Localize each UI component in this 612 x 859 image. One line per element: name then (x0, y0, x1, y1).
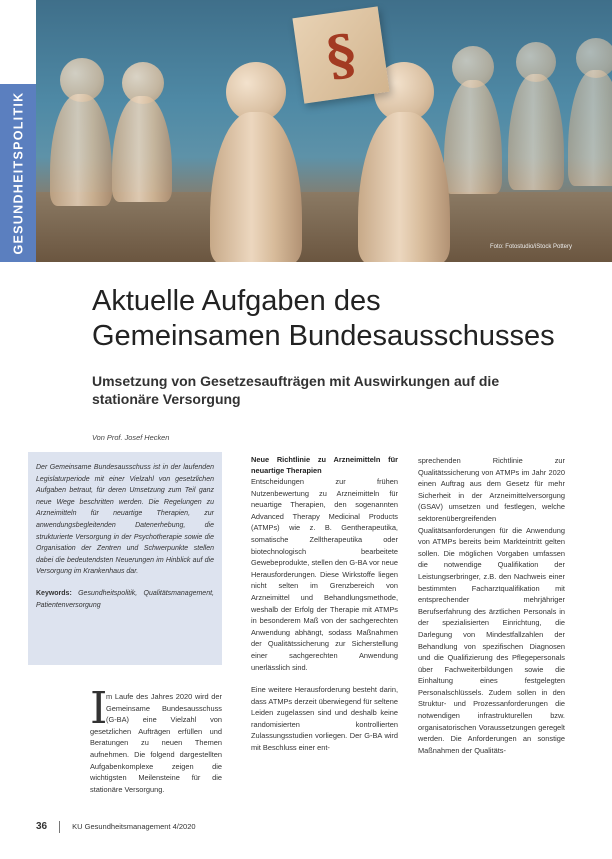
journal-name: KU Gesundheitsmanagement 4/2020 (72, 822, 196, 831)
footer-divider (59, 821, 60, 833)
pawn-figure (46, 58, 116, 208)
section-tab-label: GESUNDHEITSPOLITIK (11, 91, 25, 255)
body-column-2 (251, 455, 398, 754)
pawn-figure (504, 42, 568, 192)
pawn-figure (108, 62, 176, 202)
intro-paragraph (90, 683, 222, 795)
abstract-box (28, 452, 222, 665)
image-credit: Foto: Fotostudio/iStock Pottery (489, 244, 572, 250)
page-footer (36, 821, 196, 833)
body-paragraph: Entscheidungen zur frühen Nutzenbewertung zu Arzneimitteln für neuartige Therapien, den sogenannten Advanced Therapy Medicinal Products (ATMPs) wie z. B. Gentherapeutika, somatische Zelltherapeutika oder biotechnologisch bearbeitete Gewebeprodukte, stellen den G-BA vor neue Herausforderungen. Diese Wirkstoffe liegen nicht selten im Grenzbereich von Arzneimittel und Behandlungsmethode, weshalb der Erfolg der Therapie mit ATMPs in besonderem Maß von der sachgerechten Anwendung abhängt, sodass Maßnahmen der Qualitätssicherung zur Sicherstellung einer sachgerechten Anwendung unerlässlich sind. (251, 477, 398, 672)
paragraph-sign-icon: § (322, 21, 360, 89)
body-column-3 (418, 455, 565, 756)
keywords-list: Gesundheitspolitik, Qualitätsmanagement, Patientenversorgung (36, 589, 214, 609)
pawn-figure (566, 38, 612, 188)
title-line-2: Gemeinsamen Bundesausschusses (92, 320, 555, 352)
intro-text: m Laufe des Jahres 2020 wird der Gemeinsame Bundesausschuss (G-BA) eine Vielzahl von gesetzlichen Aufträgen erfüllen und Beratungen zu neuen Themen aufnehmen. Die folgend dargestellten Aufgabenkomplexe zeigen die wichtigsten Meilensteine für die stationäre Versorgung. (90, 692, 222, 794)
table-surface (36, 192, 612, 262)
hero-image (36, 0, 612, 262)
pawn-figure-left (206, 62, 306, 262)
keywords-label: Keywords: (36, 589, 72, 597)
title-line-1: Aktuelle Aufgaben des (92, 285, 381, 317)
abstract-text: Der Gemeinsame Bundesausschuss ist in der laufenden Legislaturperiode mit einer Vielzahl von gesetzlichen Aufgaben betraut, für deren Umsetzung zum Teil ganz neue Wege beschritten werden. Die Regelungen zu Arzneimitteln für neuartige Therapien, zur anwendungsbegleitenden Datenerhebung, die strukturierte Versorgung in der Psychotherapie sowie die Organisation der Zentren und Schwerpunkte stellen dabei die bedeutendsten Neuerungen im Hinblick auf die Versorgung im Krankenhaus dar. (36, 464, 214, 576)
article-title (92, 284, 592, 354)
section-heading: Neue Richtlinie zu Arzneimitteln für neuartige Therapien (251, 455, 398, 475)
body-paragraph: sprechenden Richtlinie zur Qualitätssicherung von ATMPs im Jahr 2020 einen Auftrag aus dem Gesetz für mehr Sicherheit in der Arzneimittelversorgung (GSAV) umsetzen und festlegen, welche sektorenübergreifenden Qualitätsanforderungen für die Anwendung von ATMPs bereits beim Markteintritt gelten sollen. Die möglichen Vorgaben umfassen die notwendige Qualifikation der Leistungserbringer, z.B. den Nachweis einer bestimmten Facharztqualifikation mit entsprechender mehrjähriger Berufserfahrung des ärztlichen Personals in der spezialisierten Einrichtung, die Darlegung von Mindestfallzahlen der Behandlung von spezifischen Diagnosen und die Qualifizierung des Pflegepersonals über Fachweiterbildungen sowie die Einhaltung eines festgelegten Personalschlüssels. Zudem sollen in den Struktur- und Prozessanforderungen die notwendigen infrastrukturellen bzw. organisatorischen Voraussetzungen geregelt werden. Die Anforderungen an sonstige Maßnahmen der Qualitäts- (418, 456, 565, 755)
section-tab (0, 84, 36, 262)
body-paragraph: Eine weitere Herausforderung besteht darin, dass ATMPs derzeit überwiegend für seltene Leiden zugelassen sind und deshalb keine randomisierten kontrollierten Zulassungsstudien vorliegen. Der G-BA wird mit Beschluss einer ent- (251, 685, 398, 753)
keywords (36, 588, 214, 611)
drop-cap: I (90, 683, 108, 734)
page-number: 36 (36, 821, 48, 832)
paragraph-cube (292, 6, 389, 103)
article-subtitle: Umsetzung von Gesetzesaufträgen mit Auswirkungen auf die stationäre Versorgung (92, 373, 500, 407)
author-byline: Von Prof. Josef Hecken (92, 433, 170, 442)
